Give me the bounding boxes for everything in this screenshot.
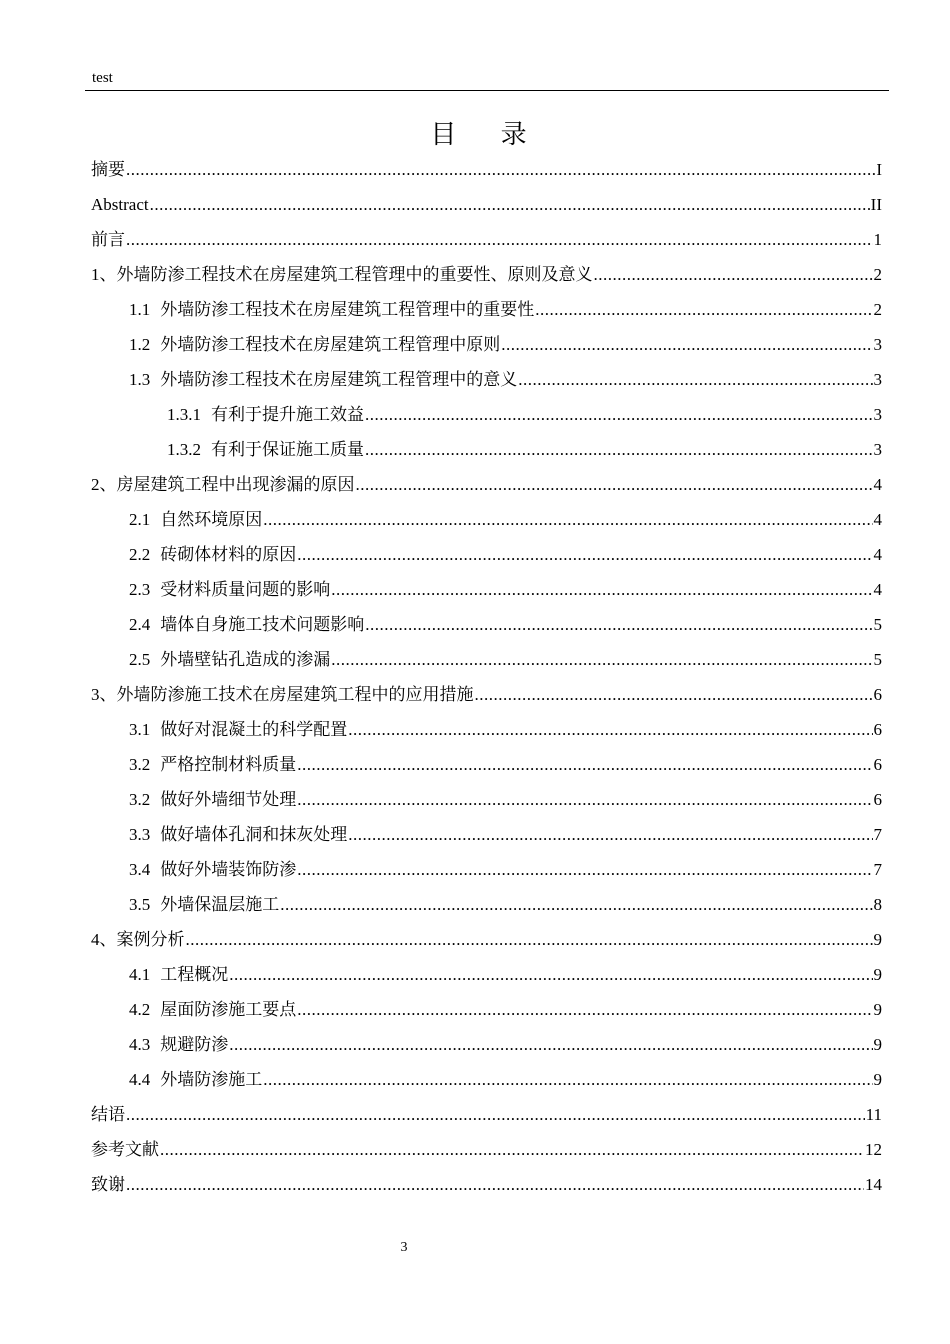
toc-dot-leader — [263, 1062, 872, 1097]
toc-entry[interactable] — [91, 502, 882, 537]
toc-entry[interactable] — [91, 1062, 882, 1097]
toc-dot-leader — [126, 152, 875, 187]
toc-entry-title: 3、外墙防渗施工技术在房屋建筑工程中的应用措施 — [91, 685, 474, 704]
toc-dot-leader — [535, 292, 872, 327]
toc-entry-title: 外墙防渗施工 — [160, 1070, 263, 1089]
toc-entry[interactable] — [91, 607, 882, 642]
toc-entry-number: 3.2 — [129, 790, 151, 809]
toc-entry[interactable] — [91, 642, 882, 677]
toc-dot-leader — [475, 677, 873, 712]
toc-entry[interactable] — [91, 187, 882, 222]
toc-entry-page: 4 — [873, 475, 882, 494]
toc-entry[interactable] — [91, 467, 882, 502]
toc-entry[interactable] — [91, 1132, 882, 1167]
toc-dot-leader — [186, 922, 873, 957]
toc-entry-page: 3 — [873, 405, 882, 424]
toc-entry-page: 3 — [873, 440, 882, 459]
toc-entry-page: 9 — [873, 1035, 882, 1054]
toc-entry[interactable] — [91, 292, 882, 327]
toc-entry-title: 规避防渗 — [160, 1035, 229, 1054]
toc-entry[interactable] — [91, 537, 882, 572]
toc-entry-page: 4 — [873, 510, 882, 529]
toc-title: 目 录 — [430, 120, 545, 150]
header-rule — [85, 90, 889, 91]
toc-entry-page: 11 — [865, 1105, 882, 1124]
toc-entry-page: 9 — [873, 965, 882, 984]
toc-entry-title: 4、案例分析 — [91, 930, 185, 949]
toc-dot-leader — [229, 957, 872, 992]
toc-entry-number: 1.3 — [129, 370, 151, 389]
toc-dot-leader — [518, 362, 872, 397]
toc-dot-leader — [126, 1097, 865, 1132]
toc-entry-title: 做好对混凝土的科学配置 — [160, 720, 348, 739]
toc-entry-number: 4.1 — [129, 965, 151, 984]
toc-entry[interactable] — [91, 362, 882, 397]
toc-dot-leader — [297, 852, 872, 887]
toc-entry[interactable] — [91, 152, 882, 187]
toc-entry[interactable] — [91, 1167, 882, 1202]
toc-entry-number: 1.1 — [129, 300, 151, 319]
toc-entry-number: 2.3 — [129, 580, 151, 599]
toc-entry[interactable] — [91, 712, 882, 747]
toc-entry-number: 2.1 — [129, 510, 151, 529]
toc-entry-title: 外墙防渗工程技术在房屋建筑工程管理中原则 — [160, 335, 501, 354]
toc-entry-page: 6 — [873, 720, 882, 739]
toc-entry-page: 6 — [873, 685, 882, 704]
toc-entry-number: 4.4 — [129, 1070, 151, 1089]
toc-dot-leader — [150, 187, 870, 222]
toc-entry-number: 1.3.1 — [167, 405, 201, 424]
toc-entry-title: 工程概况 — [160, 965, 229, 984]
toc-dot-leader — [297, 782, 872, 817]
page-number: 3 — [400, 1240, 408, 1255]
toc-entry-page: 3 — [873, 335, 882, 354]
toc-entry-title: 自然环境原因 — [160, 510, 263, 529]
toc-entry[interactable] — [91, 782, 882, 817]
toc-entry[interactable] — [91, 1097, 882, 1132]
toc-entry-title: 有利于保证施工质量 — [211, 440, 364, 459]
toc-entry-title: 参考文献 — [91, 1140, 159, 1159]
toc-entry-title: 2、房屋建筑工程中出现渗漏的原因 — [91, 475, 355, 494]
toc-entry-page: 12 — [865, 1140, 882, 1159]
toc-entry-title: 1、外墙防渗工程技术在房屋建筑工程管理中的重要性、原则及意义 — [91, 265, 593, 284]
toc-entry-page: 9 — [873, 1000, 882, 1019]
toc-entry-title: 做好墙体孔洞和抹灰处理 — [160, 825, 348, 844]
toc-entry-title: 有利于提升施工效益 — [211, 405, 364, 424]
toc-dot-leader — [348, 712, 872, 747]
toc-entry-title: 做好外墙细节处理 — [160, 790, 297, 809]
toc-dot-leader — [126, 222, 873, 257]
toc-entry[interactable] — [91, 922, 882, 957]
toc-entry-page: II — [870, 195, 882, 214]
toc-entry-page: 3 — [873, 370, 882, 389]
toc-dot-leader — [365, 397, 873, 432]
toc-entry-number: 3.2 — [129, 755, 151, 774]
toc-entry-page: 8 — [873, 895, 882, 914]
toc-entry[interactable] — [91, 677, 882, 712]
toc-entry-number: 2.2 — [129, 545, 151, 564]
toc-entry[interactable] — [91, 1027, 882, 1062]
toc-dot-leader — [297, 537, 872, 572]
toc-entry-number: 4.3 — [129, 1035, 151, 1054]
toc-entry[interactable] — [91, 327, 882, 362]
toc-dot-leader — [594, 257, 873, 292]
toc-entry[interactable] — [91, 817, 882, 852]
toc-entry-number: 2.4 — [129, 615, 151, 634]
toc-entry-number: 1.2 — [129, 335, 151, 354]
toc-entry-title: 墙体自身施工技术问题影响 — [160, 615, 365, 634]
toc-entry-page: I — [876, 160, 882, 179]
toc-entry-title: 致谢 — [91, 1175, 125, 1194]
running-header: test — [92, 70, 113, 86]
toc-entry-title: 前言 — [91, 230, 125, 249]
toc-entry-page: 2 — [873, 300, 882, 319]
toc-entry-page: 7 — [873, 825, 882, 844]
toc-entry[interactable] — [91, 747, 882, 782]
toc-entry-number: 3.5 — [129, 895, 151, 914]
toc-dot-leader — [297, 992, 872, 1027]
toc-entry[interactable] — [91, 257, 882, 292]
toc-entry-page: 14 — [865, 1175, 882, 1194]
toc-entry-title: 严格控制材料质量 — [160, 755, 297, 774]
toc-entry-title: 受材料质量问题的影响 — [160, 580, 331, 599]
toc-entry-page: 2 — [873, 265, 882, 284]
toc-entry-title: 外墙防渗工程技术在房屋建筑工程管理中的意义 — [160, 370, 518, 389]
toc-entry-number: 3.3 — [129, 825, 151, 844]
toc-entry[interactable] — [91, 887, 882, 922]
toc-dot-leader — [331, 572, 872, 607]
table-of-contents — [91, 152, 882, 1202]
toc-entry-number: 2.5 — [129, 650, 151, 669]
toc-entry[interactable] — [91, 222, 882, 257]
toc-entry-title: 砖砌体材料的原因 — [160, 545, 297, 564]
toc-dot-leader — [356, 467, 873, 502]
toc-dot-leader — [365, 607, 872, 642]
toc-entry-title: Abstract — [91, 195, 149, 214]
toc-entry-title: 外墙防渗工程技术在房屋建筑工程管理中的重要性 — [160, 300, 535, 319]
toc-entry-page: 9 — [873, 930, 882, 949]
toc-entry-title: 屋面防渗施工要点 — [160, 1000, 297, 1019]
toc-dot-leader — [263, 502, 872, 537]
toc-entry-number: 1.3.2 — [167, 440, 201, 459]
toc-entry-number: 4.2 — [129, 1000, 151, 1019]
toc-entry-page: 6 — [873, 755, 882, 774]
toc-entry[interactable] — [91, 572, 882, 607]
toc-entry-page: 9 — [873, 1070, 882, 1089]
toc-dot-leader — [331, 642, 872, 677]
toc-dot-leader — [501, 327, 872, 362]
toc-dot-leader — [297, 747, 872, 782]
toc-entry[interactable] — [91, 397, 882, 432]
toc-entry-title: 摘要 — [91, 160, 125, 179]
toc-entry-page: 1 — [873, 230, 882, 249]
toc-entry-title: 做好外墙装饰防渗 — [160, 860, 297, 879]
toc-entry-title: 结语 — [91, 1105, 125, 1124]
toc-entry[interactable] — [91, 957, 882, 992]
toc-entry-page: 7 — [873, 860, 882, 879]
toc-entry-number: 3.4 — [129, 860, 151, 879]
toc-entry-page: 5 — [873, 615, 882, 634]
toc-entry-title: 外墙壁钻孔造成的渗漏 — [160, 650, 331, 669]
toc-dot-leader — [126, 1167, 864, 1202]
toc-entry-page: 6 — [873, 790, 882, 809]
toc-dot-leader — [348, 817, 872, 852]
toc-dot-leader — [365, 432, 873, 467]
toc-entry[interactable] — [91, 852, 882, 887]
toc-dot-leader — [160, 1132, 864, 1167]
toc-entry[interactable] — [91, 432, 882, 467]
toc-entry-page: 4 — [873, 545, 882, 564]
toc-dot-leader — [280, 887, 872, 922]
toc-entry[interactable] — [91, 992, 882, 1027]
toc-entry-page: 4 — [873, 580, 882, 599]
toc-entry-page: 5 — [873, 650, 882, 669]
toc-entry-title: 外墙保温层施工 — [160, 895, 280, 914]
toc-dot-leader — [229, 1027, 872, 1062]
toc-entry-number: 3.1 — [129, 720, 151, 739]
